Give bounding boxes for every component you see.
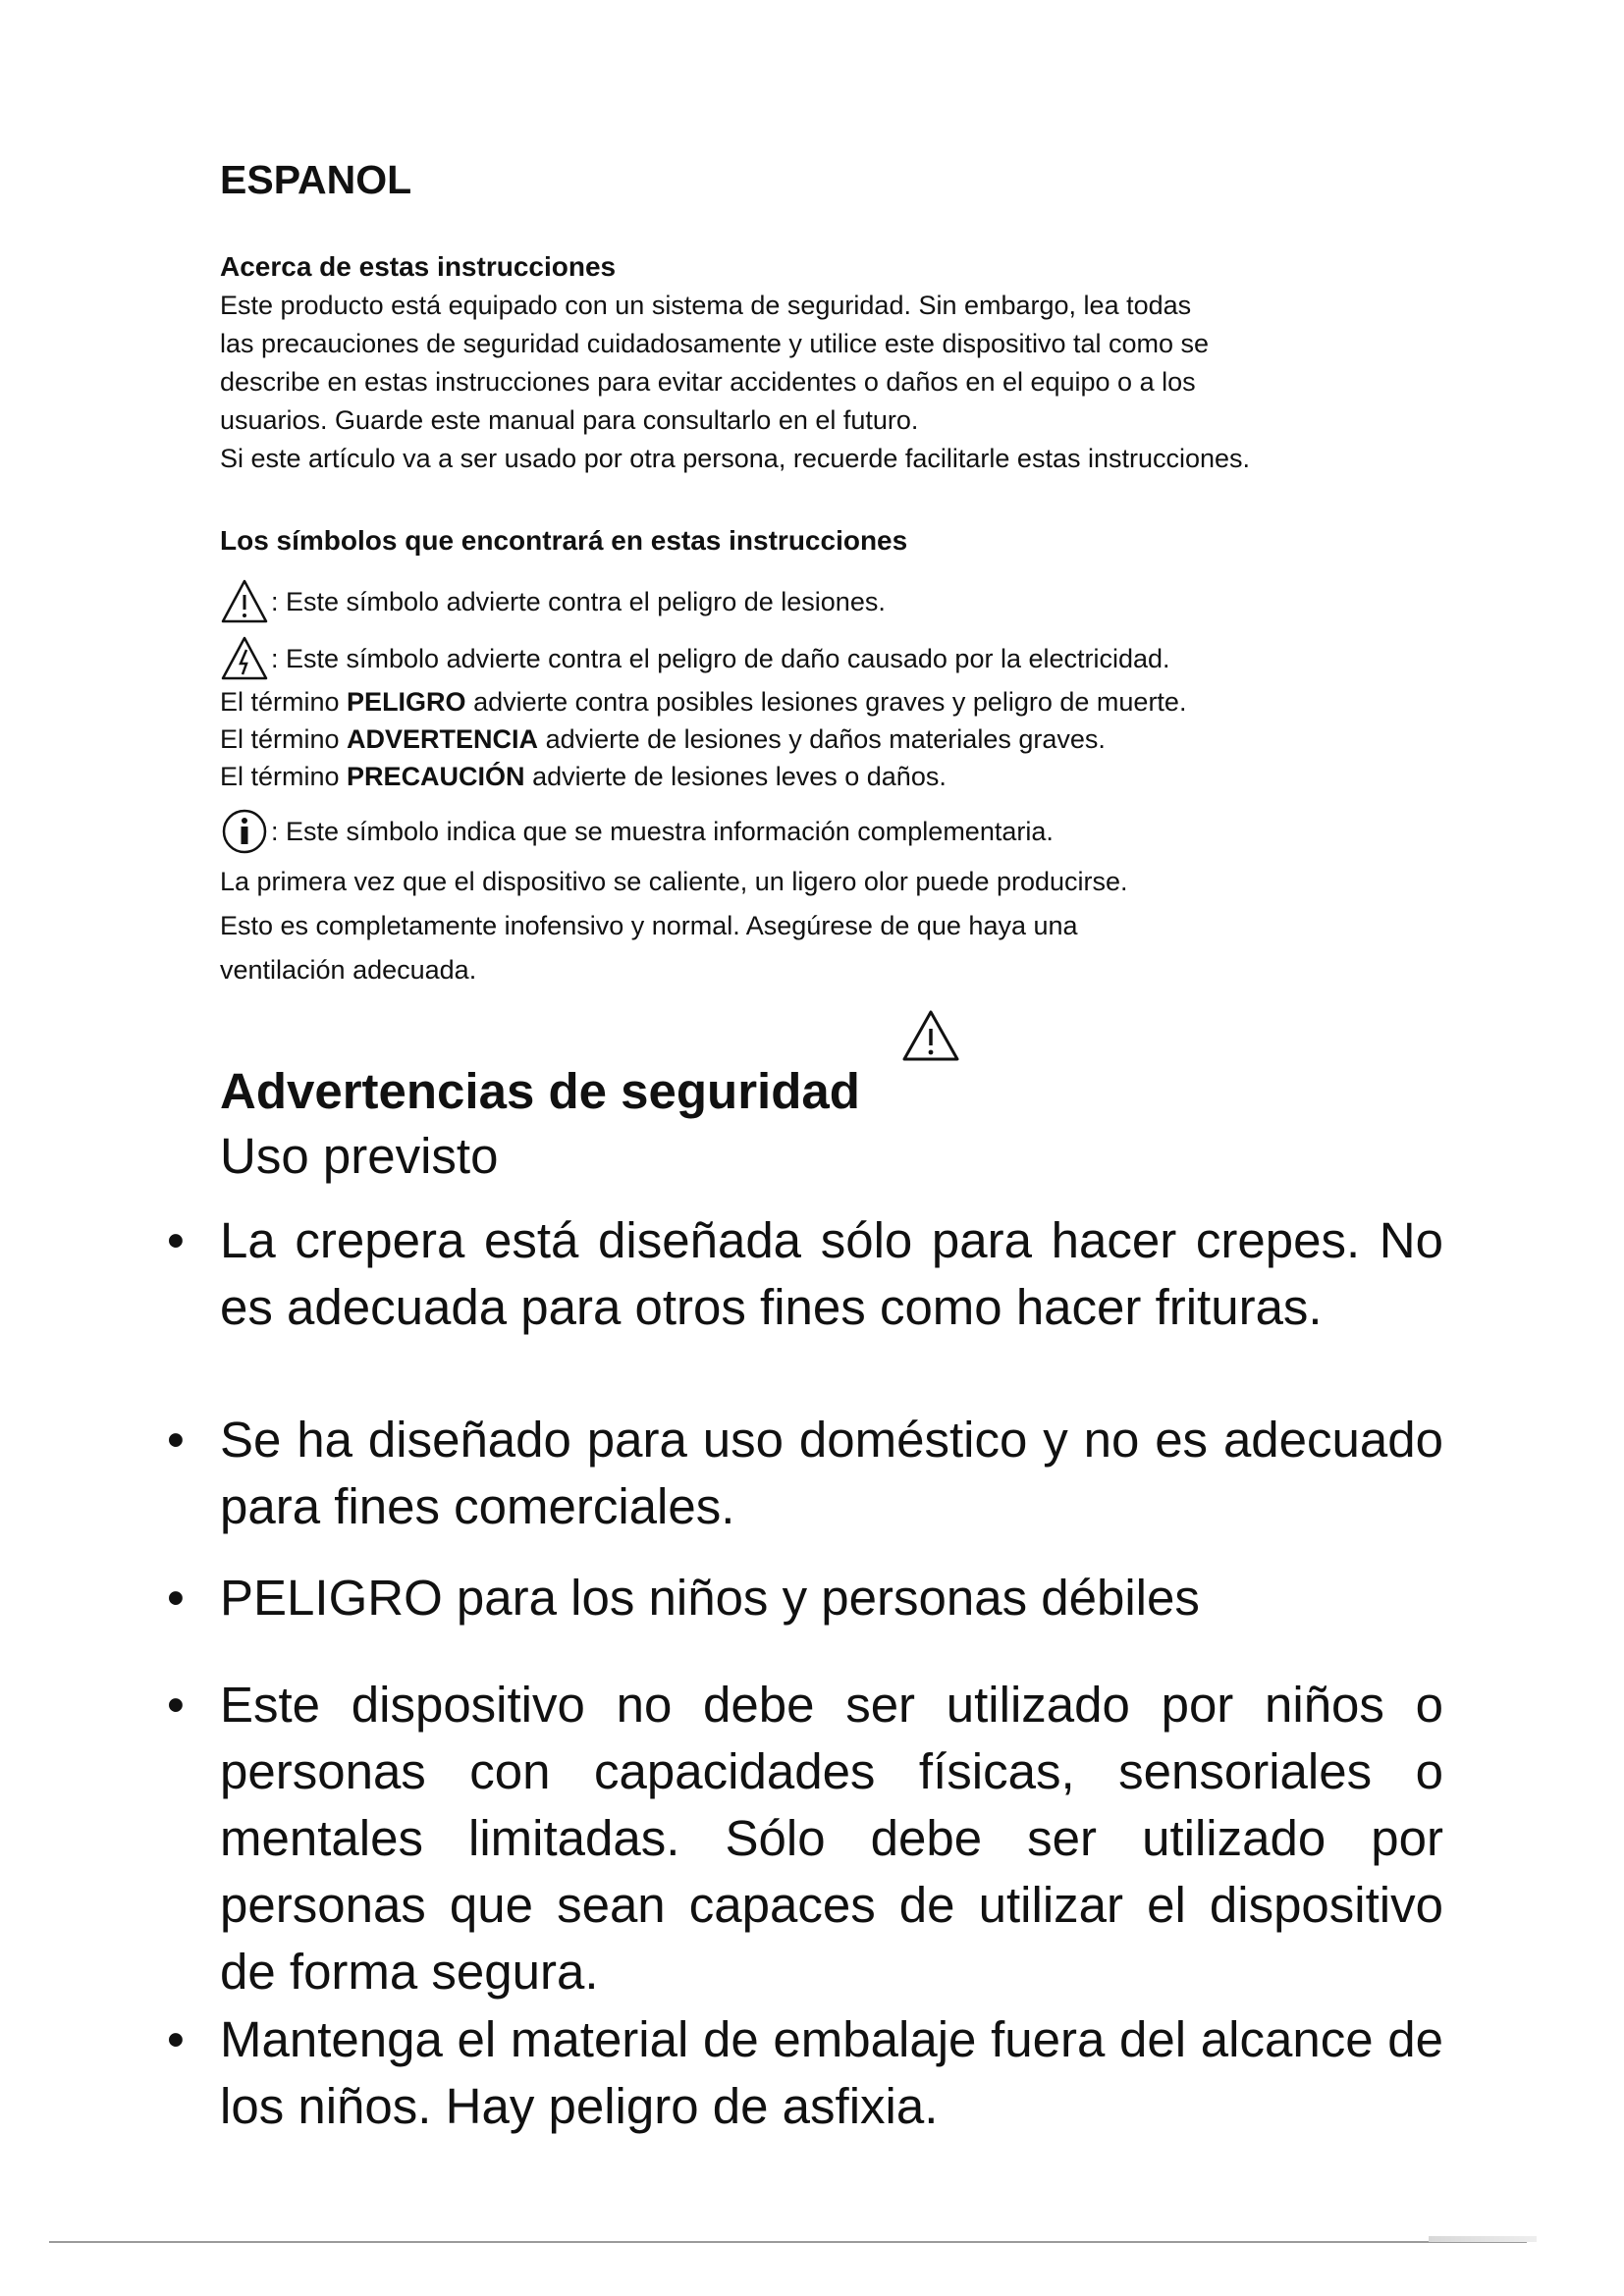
bullet-dot: • — [167, 1412, 185, 1468]
bullet-dot: • — [167, 1677, 185, 1733]
term-prefix: El término — [220, 762, 348, 791]
note-line: Esto es completamente inofensivo y normal. Asegúrese de que haya una — [220, 911, 1078, 940]
about-title: Acerca de estas instrucciones — [220, 251, 617, 282]
info-circle-icon — [220, 807, 269, 856]
term-word: PELIGRO — [347, 687, 466, 717]
footer-decoration — [1429, 2236, 1537, 2242]
term-description: advierte de lesiones y daños materiales graves. — [538, 724, 1106, 754]
warning-triangle-icon — [901, 1009, 960, 1062]
list-item — [167, 1565, 1443, 1631]
list-item-text: Mantenga el material de embalaje fuera del alcance de los niños. Hay peligro de asfixia. — [220, 2011, 1443, 2134]
electric-symbol-text: : Este símbolo advierte contra el peligro de daño causado por la electricidad. — [271, 644, 1170, 673]
about-line: usuarios. Guarde este manual para consultarlo en el futuro. — [220, 405, 919, 435]
electric-warning-icon — [220, 634, 269, 683]
warning-triangle-icon — [220, 577, 269, 626]
about-line: Este producto está equipado con un sistema de seguridad. Sin embargo, lea todas — [220, 291, 1192, 320]
list-item-text: Se ha diseñado para uso doméstico y no es adecuado para fines comerciales. — [220, 1412, 1443, 1534]
about-paragraph — [220, 287, 1379, 478]
info-symbol-text: : Este símbolo indica que se muestra información complementaria. — [271, 817, 1054, 846]
symbols-title: Los símbolos que encontrará en estas instrucciones — [220, 525, 908, 556]
term-word: PRECAUCIÓN — [347, 762, 525, 791]
term-line-precaucion — [220, 759, 947, 794]
language-heading: ESPANOL — [220, 157, 412, 202]
term-line-peligro — [220, 684, 1186, 720]
bullet-dot: • — [167, 1570, 185, 1626]
note-line: La primera vez que el dispositivo se caliente, un ligero olor puede producirse. — [220, 867, 1128, 896]
warning-symbol-text: : Este símbolo advierte contra el peligro de lesiones. — [271, 587, 886, 616]
bullet-dot: • — [167, 2011, 185, 2067]
term-word: ADVERTENCIA — [347, 724, 539, 754]
list-item — [167, 1207, 1443, 1341]
list-item — [167, 2006, 1443, 2140]
list-item — [167, 1407, 1443, 1540]
list-item-text: La crepera está diseñada sólo para hacer crepes. No es adecuada para otros fines como hacer frituras. — [220, 1212, 1443, 1335]
term-description: advierte contra posibles lesiones graves y peligro de muerte. — [465, 687, 1187, 717]
list-item-text: Este dispositivo no debe ser utilizado por niños o personas con capacidades físicas, sensoriales o mentales limitadas. Sólo debe ser utilizado por personas que sean capaces de utilizar el dispositivo de forma segura. — [220, 1677, 1443, 2000]
term-line-advertencia — [220, 721, 1106, 757]
safety-title: Advertencias de seguridad — [220, 1063, 860, 1119]
term-prefix: El término — [220, 687, 348, 717]
about-line: Si este artículo va a ser usado por otra persona, recuerde facilitarle estas instrucciones. — [220, 444, 1251, 473]
electric-symbol-row — [220, 634, 1170, 683]
term-description: advierte de lesiones leves o daños. — [524, 762, 947, 791]
term-prefix: El término — [220, 724, 348, 754]
footer-divider — [49, 2241, 1527, 2243]
about-line: describe en estas instrucciones para evitar accidentes o daños en el equipo o a los — [220, 367, 1196, 397]
safety-subtitle: Uso previsto — [220, 1128, 499, 1184]
note-line: ventilación adecuada. — [220, 955, 477, 985]
list-item-text: PELIGRO para los niños y personas débiles — [220, 1570, 1200, 1626]
bullet-dot: • — [167, 1212, 185, 1268]
warning-symbol-row — [220, 577, 886, 626]
about-line: las precauciones de seguridad cuidadosamente y utilice este dispositivo tal como se — [220, 329, 1210, 358]
info-symbol-row — [220, 807, 1054, 856]
list-item — [167, 1672, 1443, 2005]
